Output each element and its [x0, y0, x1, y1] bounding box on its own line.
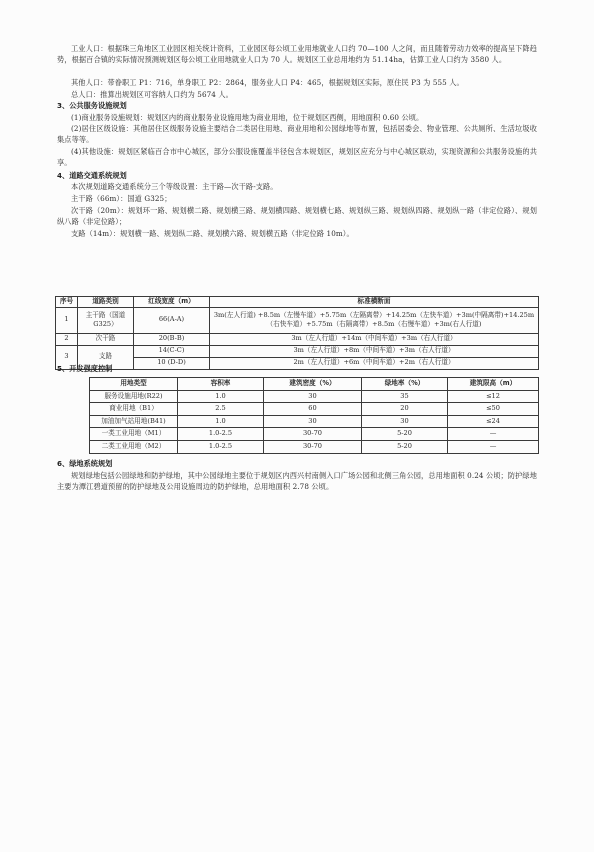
table-cell: 1.0	[178, 390, 264, 403]
table-cell: 66(A-A)	[134, 307, 210, 333]
table-row	[56, 307, 539, 333]
table-cell: 5-20	[362, 440, 448, 453]
heading-green-space: 6、绿地系统规划	[57, 459, 113, 468]
table-row	[56, 345, 539, 357]
table-cell: 60	[264, 403, 362, 416]
paragraph-road-levels: 本次规划道路交通系统分三个等级设置：主干路—次干路-支路。	[71, 182, 278, 191]
table-header-cell: 绿地率（%）	[362, 378, 448, 391]
table-header-row	[90, 378, 539, 391]
table-header-cell: 序号	[56, 297, 78, 308]
table-header-cell: 建筑限高（m）	[448, 378, 539, 391]
table-cell: 2	[56, 333, 78, 345]
road-section-table	[55, 296, 539, 370]
heading-public-service: 3、公共服务设施规划	[57, 101, 127, 110]
paragraph-industrial-population: 工业人口：根据珠三角地区工业园区相关统计资料，工业园区每公顷工业用地就业人口约 70—100 人之间，而且随着劳动力效率的提高呈下降趋势，根据百合镇的实际情况预测规划区每公顷工业用地就业人口为 70 人。规划区工业总用地约为 51.14ha，估算工业人口约为 3580 人。	[57, 44, 537, 65]
heading-development-intensity: 5、开发强度控制	[57, 364, 113, 373]
table-cell: 二类工业用地（M2）	[90, 440, 178, 453]
table-cell: 3m(左人行道) +8.5m（左慢车道）+5.75m（左隔离带）+14.25m（左快车道）+3m(中隔离带)+14.25m（右快车道）+5.75m（右隔离带）+8.5m（右慢车道）+3m(右人行道)	[210, 307, 539, 333]
table-cell: 次干路	[78, 333, 134, 345]
paragraph-branch-road: 支路（14m）：规划横一路、规划纵二路、规划横六路、规划横五路（非定位路 10m）。	[71, 229, 354, 238]
table-header-cell: 用地类型	[90, 378, 178, 391]
table-cell: 3	[56, 345, 78, 369]
table-header-cell: 标准横断面	[210, 297, 539, 308]
table-cell: 20(B-B)	[134, 333, 210, 345]
table-cell: 2m（左人行道）+6m（中间车道）+2m（右人行道）	[210, 357, 539, 369]
table-cell: 10 (D-D)	[134, 357, 210, 369]
table-cell: 一类工业用地（M1）	[90, 428, 178, 441]
table-row	[90, 403, 539, 416]
table-row	[56, 333, 539, 345]
table-cell: 商业用地（B1）	[90, 403, 178, 416]
table-cell: 30-70	[264, 440, 362, 453]
table-header-cell: 红线宽度（m）	[134, 297, 210, 308]
table-header-cell: 建筑密度（%）	[264, 378, 362, 391]
table-cell: 加油加气站用地(B41)	[90, 415, 178, 428]
table-cell: 14(C-C)	[134, 345, 210, 357]
table-cell: 1.0-2.5	[178, 428, 264, 441]
table-cell: 3m（左人行道）+8m（中间车道）+3m（右人行道）	[210, 345, 539, 357]
paragraph-secondary-road: 次干路（20m）：规划环一路、规划横二路、规划横三路、规划横四路、规划横七路、规划纵三路、规划纵四路、规划纵一路（非定位路）、规划纵八路（非定位路）；	[57, 206, 537, 227]
table-cell: 20	[362, 403, 448, 416]
table-cell: 30	[362, 415, 448, 428]
table-cell: 3m（左人行道）+14m（中间车道）+3m（右人行道）	[210, 333, 539, 345]
table-row	[90, 428, 539, 441]
table-cell: —	[448, 440, 539, 453]
table-cell: 1	[56, 307, 78, 333]
table-cell: 30-70	[264, 428, 362, 441]
paragraph-residential-facilities: (2)居住区级设施：其他居住区级服务设施主要结合二类居住用地、商业用地和公园绿地等布置，包括居委会、物业管理、公共厕所、生活垃圾收集点等等。	[57, 124, 537, 145]
paragraph-green-space: 规划绿地包括公园绿地和防护绿地，其中公园绿地主要位于规划区内西兴村南侧入口广场公园和北侧三角公园，总用地面积 0.24 公顷；防护绿地主要为潭江碧道预留的防护绿地及公用设施周边的防护绿地，总用地面积 2.78 公顷。	[57, 471, 537, 492]
paragraph-other-facilities: (4)其他设施：规划区紧临百合市中心城区，部分公服设施覆盖半径包含本规划区，规划区应充分与中心城区联动，实现资源和公共服务设施的共享。	[57, 147, 537, 168]
table-cell: —	[448, 428, 539, 441]
table-cell: 30	[264, 415, 362, 428]
paragraph-total-population: 总人口：推算出规划区可容纳人口约为 5674 人。	[71, 90, 233, 99]
table-cell: 2.5	[178, 403, 264, 416]
table-cell: ≤24	[448, 415, 539, 428]
table-cell: 1.0-2.5	[178, 440, 264, 453]
table-cell: 主干路（国道 G325）	[78, 307, 134, 333]
intensity-control-table	[89, 377, 539, 454]
table-cell: ≤50	[448, 403, 539, 416]
table-header-row	[56, 297, 539, 308]
table-cell: 35	[362, 390, 448, 403]
table-row	[90, 440, 539, 453]
table-row	[90, 415, 539, 428]
table-header-cell: 道路类别	[78, 297, 134, 308]
table-cell: 30	[264, 390, 362, 403]
table-cell: 服务设施用地(R22)	[90, 390, 178, 403]
paragraph-other-population: 其他人口：带眷职工 P1：716，单身职工 P2：2864，服务业人口 P4：465，根据规划区实际，原住民 P3 为 555 人。	[71, 78, 464, 87]
table-cell: 1.0	[178, 415, 264, 428]
paragraph-main-road: 主干路（66m）：国道 G325；	[71, 194, 172, 203]
heading-road-system: 4、道路交通系统规划	[57, 171, 127, 180]
table-cell: ≤12	[448, 390, 539, 403]
table-cell: 支路	[78, 345, 134, 369]
table-cell: 5-20	[362, 428, 448, 441]
table-row	[90, 390, 539, 403]
table-header-cell: 容积率	[178, 378, 264, 391]
paragraph-commercial-facilities: (1)商业服务设施规划：规划区内的商业服务业设施用地为商业用地，位于规划区西侧，用地面积 0.60 公顷。	[71, 113, 424, 122]
